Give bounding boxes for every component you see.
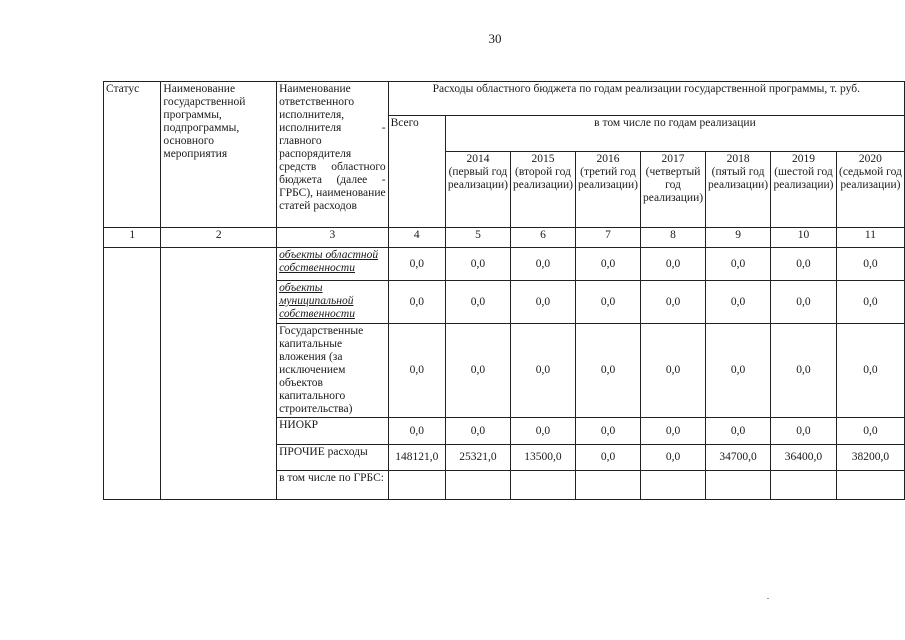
cell-value: 0,0 [445, 418, 510, 445]
cell-value: 0,0 [575, 281, 640, 324]
cell-value: 0,0 [510, 418, 575, 445]
row-label: НИОКР [277, 418, 389, 445]
cell-value: 0,0 [836, 248, 904, 281]
header-program-name: Наименование государственной программы, подпрограммы, основного мероприятия [161, 82, 277, 228]
header-year-2015: 2015 (второй год реализации) [510, 152, 575, 228]
cell-value: 0,0 [510, 324, 575, 418]
cell-value: 0,0 [641, 445, 706, 471]
header-year-2018: 2018 (пятый год реализации) [706, 152, 771, 228]
page-number: 30 [488, 31, 502, 46]
header-total: Всего [388, 116, 445, 228]
budget-table [103, 81, 905, 500]
cell-value: 0,0 [836, 324, 904, 418]
column-number: 5 [445, 228, 510, 248]
header-expenses-title: Расходы областного бюджета по годам реализации государственной программы, т. руб. [388, 82, 904, 116]
cell-value [641, 471, 706, 500]
scan-speck [767, 598, 769, 599]
cell-value: 0,0 [388, 248, 445, 281]
cell-value: 0,0 [641, 248, 706, 281]
cell-value [510, 471, 575, 500]
cell-value: 0,0 [510, 248, 575, 281]
column-number: 3 [277, 228, 389, 248]
cell-value: 0,0 [575, 418, 640, 445]
header-year-2020: 2020 (седьмой год реализации) [836, 152, 904, 228]
status-cell [104, 248, 161, 500]
column-number: 9 [706, 228, 771, 248]
column-number-row [104, 228, 905, 248]
header-executor: Наименование ответственного исполнителя, исполнителя - главного распорядителя средств областного бюджета (далее - ГРБС), наименование статей расходов [277, 82, 389, 228]
row-label: Государственные капитальные вложения (за исключением объектов капитального строительства) [277, 324, 389, 418]
cell-value: 0,0 [510, 281, 575, 324]
cell-value [445, 471, 510, 500]
cell-value: 0,0 [641, 281, 706, 324]
program-name-cell [161, 248, 277, 500]
cell-value: 0,0 [445, 324, 510, 418]
table-row [104, 248, 905, 281]
header-year-2014: 2014 (первый год реализации) [445, 152, 510, 228]
cell-value: 0,0 [771, 324, 837, 418]
header-status: Статус [104, 82, 161, 228]
cell-value: 0,0 [706, 281, 771, 324]
cell-value: 25321,0 [445, 445, 510, 471]
header-year-2016: 2016 (третий год реализации) [575, 152, 640, 228]
cell-value: 0,0 [771, 418, 837, 445]
cell-value: 13500,0 [510, 445, 575, 471]
column-number: 2 [161, 228, 277, 248]
cell-value: 38200,0 [836, 445, 904, 471]
cell-value: 0,0 [445, 281, 510, 324]
cell-value: 0,0 [388, 324, 445, 418]
column-number: 6 [510, 228, 575, 248]
cell-value: 0,0 [836, 418, 904, 445]
cell-value [388, 471, 445, 500]
column-number: 10 [771, 228, 837, 248]
cell-value: 36400,0 [771, 445, 837, 471]
row-label: объекты муниципальной собственности [277, 281, 389, 324]
cell-value: 0,0 [388, 281, 445, 324]
column-number: 11 [836, 228, 904, 248]
cell-value: 0,0 [706, 248, 771, 281]
header-year-2019: 2019 (шестой год реализации) [771, 152, 837, 228]
cell-value: 0,0 [836, 281, 904, 324]
header-year-2017: 2017 (четвертый год реализации) [641, 152, 706, 228]
cell-value: 0,0 [706, 418, 771, 445]
cell-value [771, 471, 837, 500]
column-number: 1 [104, 228, 161, 248]
cell-value: 0,0 [641, 324, 706, 418]
header-by-years: в том числе по годам реализации [445, 116, 904, 152]
cell-value: 148121,0 [388, 445, 445, 471]
cell-value: 0,0 [445, 248, 510, 281]
cell-value [836, 471, 904, 500]
column-number: 7 [575, 228, 640, 248]
cell-value: 0,0 [575, 445, 640, 471]
cell-value: 0,0 [575, 248, 640, 281]
row-label: объекты областной собственности [277, 248, 389, 281]
cell-value: 0,0 [771, 281, 837, 324]
cell-value: 0,0 [388, 418, 445, 445]
cell-value: 0,0 [641, 418, 706, 445]
cell-value: 0,0 [771, 248, 837, 281]
row-label: ПРОЧИЕ расходы [277, 445, 389, 471]
cell-value: 0,0 [575, 324, 640, 418]
row-label: в том числе по ГРБС: [277, 471, 389, 500]
cell-value [706, 471, 771, 500]
column-number: 4 [388, 228, 445, 248]
cell-value: 34700,0 [706, 445, 771, 471]
cell-value [575, 471, 640, 500]
cell-value: 0,0 [706, 324, 771, 418]
column-number: 8 [641, 228, 706, 248]
